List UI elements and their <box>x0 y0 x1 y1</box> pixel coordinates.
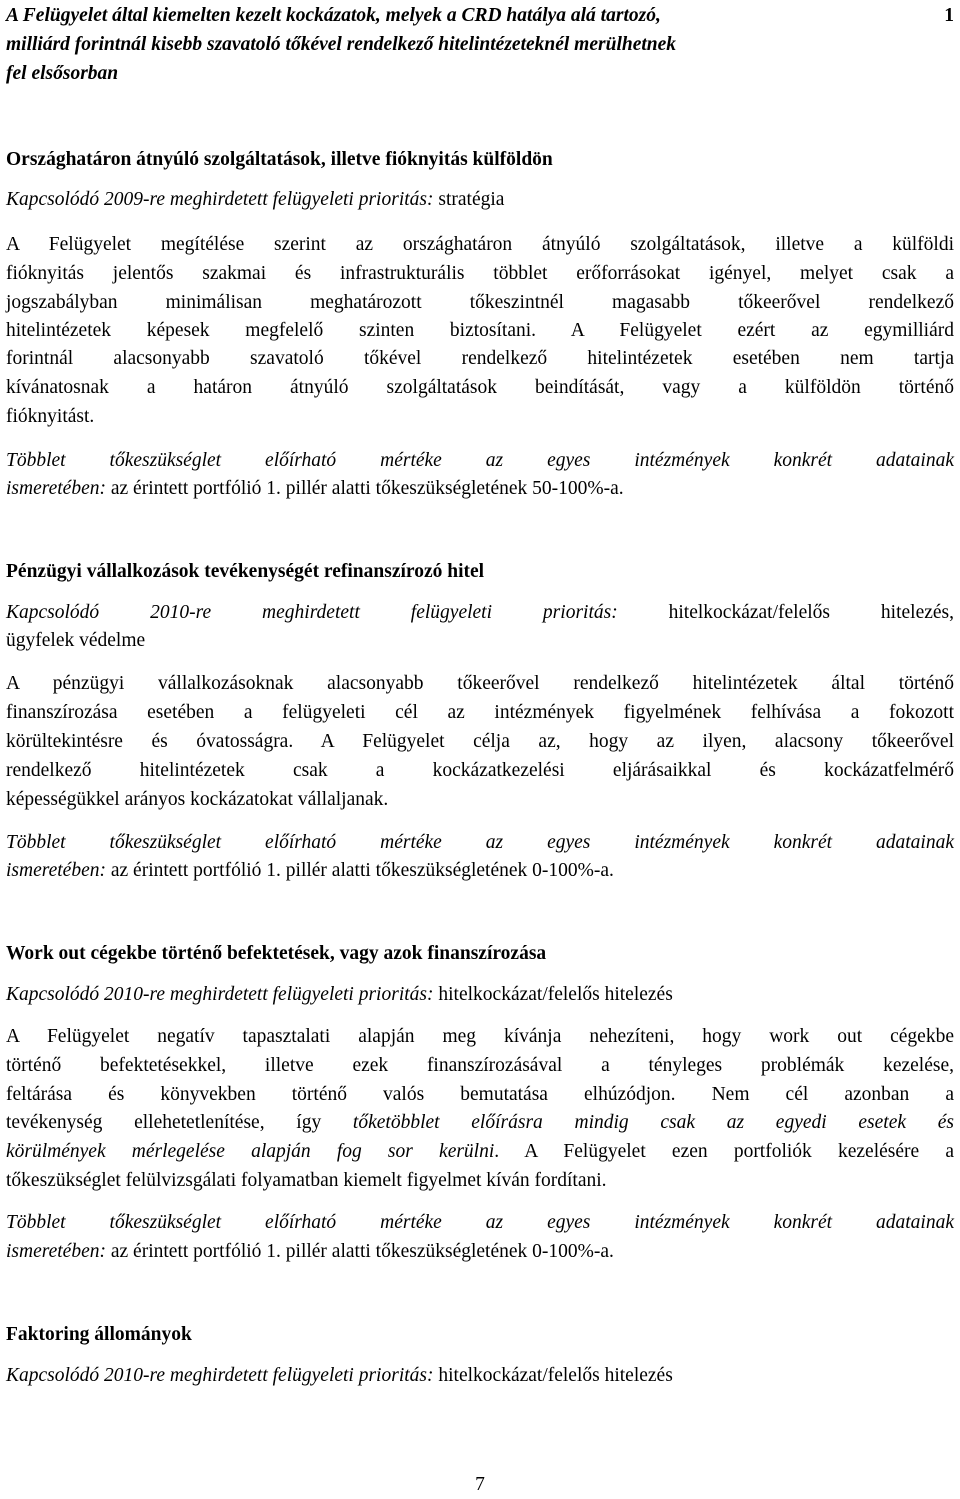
paragraph-line <box>6 316 954 345</box>
paragraph-text: jogszabályban minimálisan meghatározott tőkeszintnél magasabb tőkeerővel rendelkező <box>6 292 954 313</box>
capital-value: az érintett portfólió 1. pillér alatti tőkeszükségletének 0-100%-a. <box>110 1241 614 1262</box>
heading-number <box>6 1 954 30</box>
related-value: hitelkockázat/felelős hitelezés, <box>668 602 954 623</box>
paragraph-text: történő befektetésekkel, illetve ezek finanszírozásával a tényleges problémák kezelése, <box>6 1055 954 1076</box>
paragraph-text: tevékenység ellehetetlenítése, így <box>6 1112 322 1133</box>
paragraph-line <box>6 402 954 431</box>
capital-requirement-value <box>6 1237 954 1266</box>
capital-requirement-line <box>6 446 954 475</box>
related-label: Kapcsolódó 2010-re meghirdetett felügyeleti prioritás: <box>6 984 434 1005</box>
paragraph-text: rendelkező hitelintézetek csak a kockázatkezelési eljárásaikkal és kockázatfelmérő <box>6 760 954 781</box>
capital-requirement-line <box>6 828 954 857</box>
section-related-priority <box>6 598 954 627</box>
capital-label: ismeretében: <box>6 478 106 499</box>
paragraph-text: feltárása és könyvekben történő valós bemutatása elhúzódjon. Nem cél azonban a <box>6 1084 954 1105</box>
paragraph-line <box>6 344 954 373</box>
capital-value: az érintett portfólió 1. pillér alatti tőkeszükségletének 0-100%-a. <box>110 860 614 881</box>
paragraph-line <box>6 1166 954 1195</box>
paragraph-line <box>6 230 954 259</box>
page-number <box>0 1470 960 1499</box>
paragraph-line <box>6 669 954 698</box>
capital-text: Többlet tőkeszükséglet előírható mértéke az egyes intézmények konkrét adatainak <box>6 832 954 853</box>
capital-text: Többlet tőkeszükséglet előírható mértéke az egyes intézmények konkrét adatainak <box>6 1212 954 1233</box>
paragraph-line <box>6 785 954 814</box>
capital-requirement-value <box>6 856 954 885</box>
paragraph-line <box>6 1080 954 1109</box>
paragraph-text: fióknyitás jelentős szakmai és infrastrukturális többlet erőforrásokat igényel, melyet csak a <box>6 263 954 284</box>
paragraph-line <box>6 373 954 402</box>
related-label: Kapcsolódó 2010-re meghirdetett felügyeleti prioritás: <box>6 1365 434 1386</box>
section-title-workout <box>6 939 954 968</box>
capital-text: Többlet tőkeszükséglet előírható mértéke az egyes intézmények konkrét adatainak <box>6 450 954 471</box>
paragraph-text: A Felügyelet negatív tapasztalati alapján meg kívánja nehezíteni, hogy work out cégekbe <box>6 1026 954 1047</box>
paragraph-line <box>6 1108 954 1137</box>
capital-label: ismeretében: <box>6 860 106 881</box>
paragraph-line <box>6 1137 954 1166</box>
section-title-text: Pénzügyi vállalkozások tevékenységét refinanszírozó hitel <box>6 561 485 582</box>
paragraph-text: A pénzügyi vállalkozásoknak alacsonyabb tőkeerővel rendelkező hitelintézetek által történő <box>6 673 954 694</box>
related-label: Kapcsolódó 2009-re meghirdetett felügyeleti prioritás: <box>6 189 434 210</box>
paragraph-text: tőkeszükséglet felülvizsgálati folyamatban kiemelt figyelmet kíván fordítani. <box>6 1170 607 1191</box>
document-heading-line-3 <box>6 59 954 88</box>
capital-requirement-line <box>6 1208 954 1237</box>
heading-number-text: 1 <box>944 5 954 26</box>
paragraph-text: hitelintézetek képesek megfelelő szinten biztosítani. A Felügyelet ezért az egymilliárd <box>6 320 954 341</box>
paragraph-text: . A Felügyelet ezen portfoliók kezelésére a <box>494 1141 954 1162</box>
paragraph-line <box>6 1051 954 1080</box>
heading-text-1: A Felügyelet által kiemelten kezelt kockázatok, melyek a CRD hatálya alá tartozó, <box>6 5 661 26</box>
capital-value: az érintett portfólió 1. pillér alatti tőkeszükségletének 50-100%-a. <box>110 478 624 499</box>
section-title-text: Faktoring állományok <box>6 1324 192 1345</box>
capital-label: ismeretében: <box>6 1241 106 1262</box>
section-title-text: Work out cégekbe történő befektetések, vagy azok finanszírozása <box>6 943 547 964</box>
section-title-factoring <box>6 1320 954 1349</box>
section-title-cross-border <box>6 145 954 174</box>
paragraph-text-italic: körülmények mérlegelése alapján fog sor kerülni <box>6 1141 495 1162</box>
paragraph-line <box>6 259 954 288</box>
paragraph-text: finanszírozása esetében a felügyeleti cél az intézmények figyelmének felhívása a fokozott <box>6 702 954 723</box>
paragraph-text: fióknyitást. <box>6 406 95 427</box>
heading-text-3: fel elsősorban <box>6 63 119 84</box>
paragraph-text: képességükkel arányos kockázatokat vállaljanak. <box>6 789 389 810</box>
section-title-text: Országhatáron átnyúló szolgáltatások, illetve fióknyitás külföldön <box>6 149 553 170</box>
section-related-priority-cont <box>6 626 954 655</box>
paragraph-line <box>6 1022 954 1051</box>
paragraph-line <box>6 756 954 785</box>
paragraph-text: A Felügyelet megítélése szerint az országhatáron átnyúló szolgáltatások, illetve a külföldi <box>6 234 954 255</box>
page-number-text: 7 <box>475 1474 485 1495</box>
paragraph-line <box>6 727 954 756</box>
paragraph-text-italic: tőketöbblet előírásra mindig csak az egyedi esetek és <box>352 1112 954 1133</box>
related-value: ügyfelek védelme <box>6 630 146 651</box>
section-related-priority <box>6 185 954 214</box>
paragraph-text: körültekintésre és óvatosságra. A Felügyelet célja az, hogy az ilyen, alacsony tőkeerővel <box>6 731 954 752</box>
paragraph-line <box>6 698 954 727</box>
paragraph-text: kívánatosnak a határon átnyúló szolgáltatások beindítását, vagy a külföldön történő <box>6 377 954 398</box>
paragraph-text: forintnál alacsonyabb szavatoló tőkével rendelkező hitelintézetek esetében nem tartja <box>6 348 954 369</box>
section-title-refinancing <box>6 557 954 586</box>
related-value: hitelkockázat/felelős hitelezés <box>438 1365 673 1386</box>
document-heading-line-2 <box>6 30 954 59</box>
related-value: stratégia <box>438 189 505 210</box>
section-related-priority <box>6 980 954 1009</box>
related-value: hitelkockázat/felelős hitelezés <box>438 984 673 1005</box>
capital-requirement-value <box>6 474 954 503</box>
section-related-priority <box>6 1361 954 1390</box>
paragraph-line <box>6 288 954 317</box>
related-label: Kapcsolódó 2010-re meghirdetett felügyeleti prioritás: <box>6 602 618 623</box>
heading-text-2: milliárd forintnál kisebb szavatoló tőkével rendelkező hitelintézeteknél merülhetnek <box>6 34 677 55</box>
